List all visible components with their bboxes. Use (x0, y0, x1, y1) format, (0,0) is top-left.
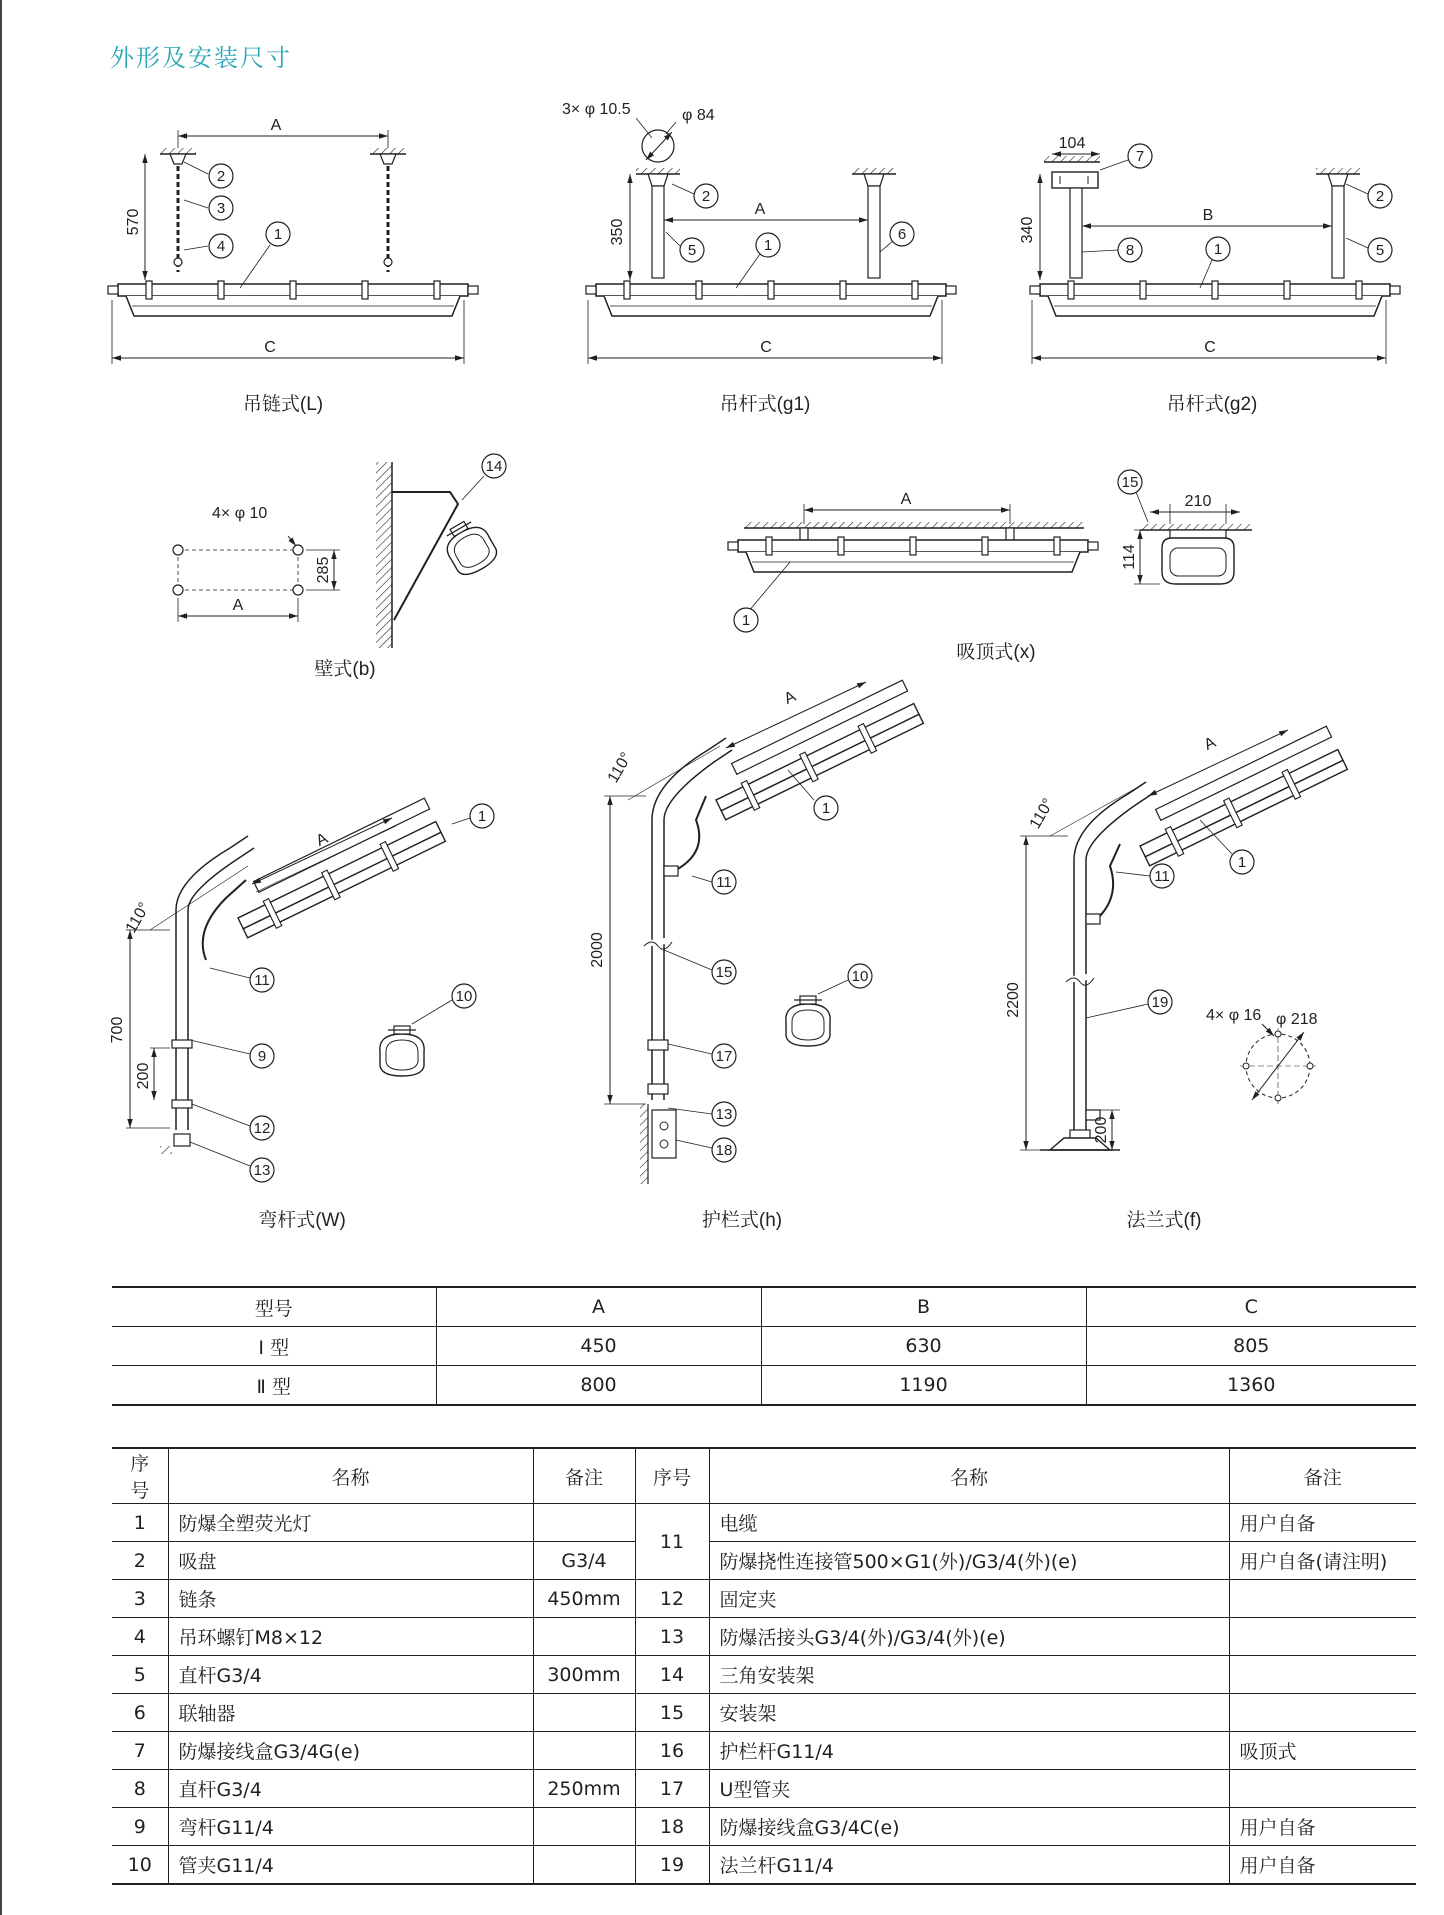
table-row (112, 1656, 1416, 1694)
table-row (112, 1580, 1416, 1618)
part-note (1229, 1656, 1416, 1694)
part-note: 用户自备 (1229, 1504, 1416, 1542)
parts-table (112, 1447, 1416, 1885)
table-row (112, 1732, 1416, 1770)
table-row (112, 1504, 1416, 1542)
part-name: 三角安装架 (709, 1656, 1229, 1694)
table-row (112, 1542, 1416, 1580)
part-no: 11 (635, 1504, 709, 1580)
part-name: 防爆全塑荧光灯 (168, 1504, 533, 1542)
header-model: 型号 (112, 1287, 436, 1327)
dim-holes-f-label: 4× φ 16 (1206, 1007, 1262, 1024)
part-note (1229, 1694, 1416, 1732)
part-no: 9 (112, 1808, 168, 1846)
header-name-left: 名称 (168, 1448, 533, 1504)
part-name: 直杆G3/4 (168, 1656, 533, 1694)
dim-a-g1-label: A (754, 201, 766, 218)
callout-11-h: 11 (716, 874, 732, 891)
dim-a-label: A (270, 117, 282, 134)
callout-5-g1: 5 (687, 242, 697, 259)
part-no: 5 (112, 1656, 168, 1694)
dim-phi84-label: φ 84 (682, 107, 715, 124)
table-row (112, 1327, 1416, 1366)
dim-104-label: 104 (1058, 135, 1086, 152)
part-note: 用户自备(请注明) (1229, 1542, 1416, 1580)
dim-570-label: 570 (125, 208, 142, 236)
part-name: 防爆接线盒G3/4C(e) (709, 1808, 1229, 1846)
dimensions-table-header (112, 1287, 1416, 1327)
callout-13-w: 13 (253, 1162, 271, 1179)
part-no: 1 (112, 1504, 168, 1542)
part-name: 吊环螺钉M8×12 (168, 1618, 533, 1656)
callout-2-g1: 2 (701, 188, 711, 205)
dim-110-f-label: 110° (1026, 795, 1058, 832)
callout-1: 1 (273, 226, 283, 243)
diagram-guardrail (589, 680, 925, 1231)
cell-c: 805 (1086, 1327, 1416, 1366)
caption-flange: 法兰式(f) (1126, 1210, 1202, 1231)
part-no: 18 (635, 1808, 709, 1846)
dim-holes-g1-label: 3× φ 10.5 (562, 101, 631, 118)
dim-a-w-label: A (313, 829, 331, 850)
part-no: 14 (635, 1656, 709, 1694)
header-note-left: 备注 (533, 1448, 635, 1504)
part-note: 300mm (533, 1656, 635, 1694)
header-no-right: 序号 (635, 1448, 709, 1504)
part-name: 弯杆G11/4 (168, 1808, 533, 1846)
callout-14: 14 (485, 458, 503, 475)
part-name: 防爆挠性连接管500×G1(外)/G3/4(外)(e) (709, 1542, 1229, 1580)
page-title: 外形及安装尺寸 (110, 44, 292, 72)
part-note: 250mm (533, 1770, 635, 1808)
part-name: 安装架 (709, 1694, 1229, 1732)
part-note (533, 1618, 635, 1656)
part-note: 吸顶式 (1229, 1732, 1416, 1770)
part-name: U型管夹 (709, 1770, 1229, 1808)
part-name: 防爆接线盒G3/4G(e) (168, 1732, 533, 1770)
callout-7: 7 (1135, 148, 1145, 165)
part-name: 链条 (168, 1580, 533, 1618)
dim-a-h-label: A (781, 687, 799, 708)
table-row (112, 1846, 1416, 1885)
cell-model: Ⅰ 型 (112, 1327, 436, 1366)
dim-210-label: 210 (1184, 493, 1212, 510)
part-no: 13 (635, 1618, 709, 1656)
table-row (112, 1808, 1416, 1846)
part-name: 护栏杆G11/4 (709, 1732, 1229, 1770)
callout-17: 17 (715, 1048, 733, 1065)
dim-c-g1-label: C (760, 339, 772, 356)
dim-340-label: 340 (1019, 216, 1036, 244)
diagram-rod-hanging-g2 (1019, 135, 1400, 415)
cell-b: 1190 (761, 1366, 1086, 1406)
cell-a: 450 (436, 1327, 761, 1366)
header-a: A (436, 1287, 761, 1327)
table-row (112, 1366, 1416, 1406)
dim-2000-label: 2000 (589, 932, 606, 968)
callout-1-w: 1 (477, 808, 487, 825)
diagram-rod-hanging-g1 (562, 101, 956, 415)
part-note: G3/4 (533, 1542, 635, 1580)
part-no: 10 (112, 1846, 168, 1885)
part-no: 15 (635, 1694, 709, 1732)
diagram-ceiling-mount (728, 470, 1252, 663)
dim-holes-b-label: 4× φ 10 (212, 505, 268, 522)
dim-a-f-label: A (1201, 733, 1219, 754)
header-c: C (1086, 1287, 1416, 1327)
diagram-flange (1005, 726, 1349, 1231)
callout-11-f: 11 (1154, 868, 1170, 885)
dim-a-ceiling-label: A (900, 491, 912, 508)
part-name: 联轴器 (168, 1694, 533, 1732)
part-no: 19 (635, 1846, 709, 1885)
cell-a: 800 (436, 1366, 761, 1406)
callout-5-g2: 5 (1375, 242, 1385, 259)
callout-2: 2 (216, 168, 226, 185)
callout-8: 8 (1125, 242, 1135, 259)
dim-a-wall-label: A (232, 597, 244, 614)
dim-c-g2-label: C (1204, 339, 1216, 356)
dim-350-label: 350 (609, 218, 626, 246)
callout-15-ceiling: 15 (1121, 474, 1139, 491)
callout-10-w: 10 (455, 988, 473, 1005)
caption-chain-hanging: 吊链式(L) (242, 394, 324, 415)
callout-19: 19 (1151, 994, 1169, 1011)
dim-110-h-label: 110° (604, 749, 636, 786)
diagram-bent-rod (109, 798, 494, 1231)
header-note-right: 备注 (1229, 1448, 1416, 1504)
part-no: 16 (635, 1732, 709, 1770)
caption-rod-hanging-g1: 吊杆式(g1) (719, 394, 811, 415)
callout-1-g2: 1 (1213, 241, 1223, 258)
part-note: 用户自备 (1229, 1846, 1416, 1885)
part-no: 4 (112, 1618, 168, 1656)
part-no: 7 (112, 1732, 168, 1770)
part-note (1229, 1618, 1416, 1656)
part-name: 直杆G3/4 (168, 1770, 533, 1808)
header-name-right: 名称 (709, 1448, 1229, 1504)
part-no: 8 (112, 1770, 168, 1808)
parts-table-header (112, 1448, 1416, 1504)
header-no-left: 序号 (112, 1448, 168, 1504)
dim-114-label: 114 (1121, 544, 1138, 570)
part-no: 3 (112, 1580, 168, 1618)
dim-phi218-label: φ 218 (1276, 1011, 1318, 1028)
part-no: 2 (112, 1542, 168, 1580)
header-b: B (761, 1287, 1086, 1327)
part-note (533, 1732, 635, 1770)
part-note: 用户自备 (1229, 1808, 1416, 1846)
dim-2200-label: 2200 (1005, 982, 1022, 1018)
cell-c: 1360 (1086, 1366, 1416, 1406)
callout-13-h: 13 (715, 1106, 733, 1123)
part-name: 防爆活接头G3/4(外)/G3/4(外)(e) (709, 1618, 1229, 1656)
dim-110-w-label: 110° (122, 899, 154, 936)
dim-c-label: C (264, 339, 276, 356)
caption-guardrail: 护栏式(h) (701, 1210, 783, 1231)
callout-2-g2: 2 (1375, 188, 1385, 205)
part-note (1229, 1580, 1416, 1618)
caption-bent-rod: 弯杆式(W) (258, 1210, 346, 1231)
table-row (112, 1770, 1416, 1808)
callout-15-h: 15 (715, 964, 733, 981)
callout-9: 9 (257, 1048, 267, 1065)
diagram-chain-hanging (108, 117, 478, 415)
dim-700-label: 700 (109, 1016, 126, 1044)
callout-10-h: 10 (851, 968, 869, 985)
caption-rod-hanging-g2: 吊杆式(g2) (1166, 394, 1258, 415)
callout-1-g1: 1 (763, 237, 773, 254)
callout-6: 6 (897, 226, 907, 243)
callout-1-h: 1 (821, 800, 831, 817)
part-name: 法兰杆G11/4 (709, 1846, 1229, 1885)
part-no: 6 (112, 1694, 168, 1732)
part-name: 吸盘 (168, 1542, 533, 1580)
part-note (1229, 1770, 1416, 1808)
callout-4: 4 (216, 238, 226, 255)
part-note (533, 1808, 635, 1846)
callout-11-w: 11 (254, 972, 270, 989)
dimensions-table (112, 1286, 1416, 1406)
dim-b-label: B (1202, 207, 1214, 224)
callout-18: 18 (715, 1142, 733, 1159)
caption-ceiling-mount: 吸顶式(x) (956, 642, 1036, 663)
diagram-wall-mount (173, 454, 506, 680)
part-no: 12 (635, 1580, 709, 1618)
callout-12: 12 (253, 1120, 271, 1137)
callout-1-f: 1 (1237, 854, 1247, 871)
callout-1-ceiling: 1 (741, 612, 751, 629)
part-name: 电缆 (709, 1504, 1229, 1542)
part-no: 17 (635, 1770, 709, 1808)
part-note (533, 1694, 635, 1732)
cell-model: Ⅱ 型 (112, 1366, 436, 1406)
table-row (112, 1618, 1416, 1656)
caption-wall-mount: 壁式(b) (314, 659, 376, 680)
part-name: 固定夹 (709, 1580, 1229, 1618)
cell-b: 630 (761, 1327, 1086, 1366)
part-note (533, 1504, 635, 1542)
part-note: 450mm (533, 1580, 635, 1618)
dim-200-w-label: 200 (135, 1062, 152, 1090)
part-note (533, 1846, 635, 1885)
table-row (112, 1694, 1416, 1732)
dim-200-f-label: 200 (1093, 1116, 1110, 1144)
dim-285-label: 285 (315, 556, 332, 584)
callout-3: 3 (216, 200, 226, 217)
part-name: 管夹G11/4 (168, 1846, 533, 1885)
